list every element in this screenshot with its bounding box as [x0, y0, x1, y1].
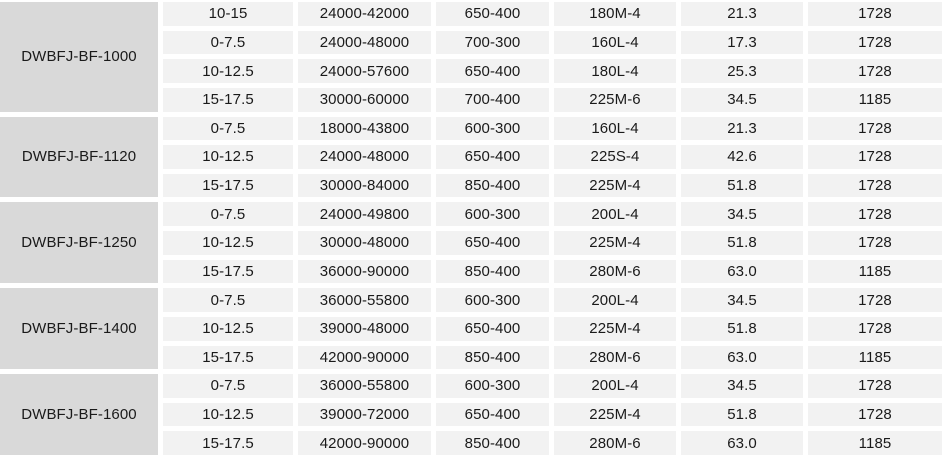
data-cell: 21.3 [681, 2, 803, 26]
data-cell: 24000-49800 [298, 202, 431, 226]
data-cell: 63.0 [681, 260, 803, 284]
data-cell: 225S-4 [554, 145, 676, 169]
data-cell: 10-12.5 [163, 317, 293, 341]
data-cell: 180L-4 [554, 59, 676, 83]
data-cell: 200L-4 [554, 374, 676, 398]
data-cell: 600-300 [436, 117, 549, 141]
data-cell: 63.0 [681, 431, 803, 455]
data-cell: 850-400 [436, 174, 549, 198]
data-cell: 1728 [808, 2, 942, 26]
data-cell: 15-17.5 [163, 174, 293, 198]
data-cell: 700-300 [436, 31, 549, 55]
data-cell: 42.6 [681, 145, 803, 169]
data-cell: 34.5 [681, 88, 803, 112]
data-cell: 1728 [808, 145, 942, 169]
data-cell: 225M-4 [554, 317, 676, 341]
data-cell: 600-300 [436, 288, 549, 312]
spec-table [0, 2, 942, 455]
data-cell: 1728 [808, 31, 942, 55]
data-cell: 1728 [808, 317, 942, 341]
data-cell: 1728 [808, 117, 942, 141]
data-cell: 15-17.5 [163, 431, 293, 455]
data-cell: 1728 [808, 174, 942, 198]
data-cell: 280M-6 [554, 431, 676, 455]
model-cell: DWBFJ-BF-1400 [0, 288, 158, 369]
data-cell: 10-12.5 [163, 145, 293, 169]
model-cell: DWBFJ-BF-1000 [0, 2, 158, 112]
data-cell: 700-400 [436, 88, 549, 112]
data-cell: 10-12.5 [163, 231, 293, 255]
data-cell: 160L-4 [554, 117, 676, 141]
data-cell: 42000-90000 [298, 346, 431, 370]
data-cell: 30000-84000 [298, 174, 431, 198]
data-cell: 650-400 [436, 231, 549, 255]
data-cell: 21.3 [681, 117, 803, 141]
data-cell: 24000-48000 [298, 145, 431, 169]
data-cell: 10-12.5 [163, 59, 293, 83]
data-cell: 160L-4 [554, 31, 676, 55]
data-cell: 0-7.5 [163, 117, 293, 141]
data-cell: 225M-4 [554, 231, 676, 255]
model-cell: DWBFJ-BF-1120 [0, 117, 158, 198]
data-cell: 850-400 [436, 431, 549, 455]
data-cell: 600-300 [436, 374, 549, 398]
data-cell: 650-400 [436, 403, 549, 427]
data-cell: 42000-90000 [298, 431, 431, 455]
data-cell: 650-400 [436, 59, 549, 83]
data-cell: 1728 [808, 231, 942, 255]
data-cell: 24000-48000 [298, 31, 431, 55]
data-cell: 850-400 [436, 346, 549, 370]
data-cell: 63.0 [681, 346, 803, 370]
data-cell: 25.3 [681, 59, 803, 83]
data-cell: 10-12.5 [163, 403, 293, 427]
model-cell: DWBFJ-BF-1250 [0, 202, 158, 283]
data-cell: 850-400 [436, 260, 549, 284]
data-cell: 1728 [808, 403, 942, 427]
data-cell: 24000-57600 [298, 59, 431, 83]
data-cell: 51.8 [681, 174, 803, 198]
data-cell: 1728 [808, 202, 942, 226]
data-cell: 225M-6 [554, 88, 676, 112]
data-cell: 39000-48000 [298, 317, 431, 341]
data-cell: 0-7.5 [163, 374, 293, 398]
data-cell: 0-7.5 [163, 31, 293, 55]
data-cell: 17.3 [681, 31, 803, 55]
data-cell: 51.8 [681, 403, 803, 427]
data-cell: 36000-90000 [298, 260, 431, 284]
data-cell: 1185 [808, 260, 942, 284]
data-cell: 200L-4 [554, 288, 676, 312]
data-cell: 51.8 [681, 317, 803, 341]
data-cell: 15-17.5 [163, 260, 293, 284]
data-cell: 15-17.5 [163, 346, 293, 370]
data-cell: 1185 [808, 431, 942, 455]
data-cell: 600-300 [436, 202, 549, 226]
data-cell: 34.5 [681, 374, 803, 398]
data-cell: 36000-55800 [298, 374, 431, 398]
data-cell: 200L-4 [554, 202, 676, 226]
data-cell: 280M-6 [554, 260, 676, 284]
data-cell: 34.5 [681, 288, 803, 312]
data-cell: 280M-6 [554, 346, 676, 370]
data-cell: 30000-48000 [298, 231, 431, 255]
data-cell: 650-400 [436, 317, 549, 341]
data-cell: 34.5 [681, 202, 803, 226]
data-cell: 225M-4 [554, 403, 676, 427]
data-cell: 1185 [808, 346, 942, 370]
data-cell: 15-17.5 [163, 88, 293, 112]
data-cell: 10-15 [163, 2, 293, 26]
data-cell: 0-7.5 [163, 288, 293, 312]
data-cell: 650-400 [436, 2, 549, 26]
data-cell: 1728 [808, 288, 942, 312]
data-cell: 1728 [808, 374, 942, 398]
data-cell: 650-400 [436, 145, 549, 169]
data-cell: 180M-4 [554, 2, 676, 26]
data-cell: 18000-43800 [298, 117, 431, 141]
model-cell: DWBFJ-BF-1600 [0, 374, 158, 455]
data-cell: 36000-55800 [298, 288, 431, 312]
data-cell: 0-7.5 [163, 202, 293, 226]
data-cell: 39000-72000 [298, 403, 431, 427]
data-cell: 51.8 [681, 231, 803, 255]
data-cell: 1728 [808, 59, 942, 83]
data-cell: 30000-60000 [298, 88, 431, 112]
data-cell: 225M-4 [554, 174, 676, 198]
data-cell: 1185 [808, 88, 942, 112]
data-cell: 24000-42000 [298, 2, 431, 26]
